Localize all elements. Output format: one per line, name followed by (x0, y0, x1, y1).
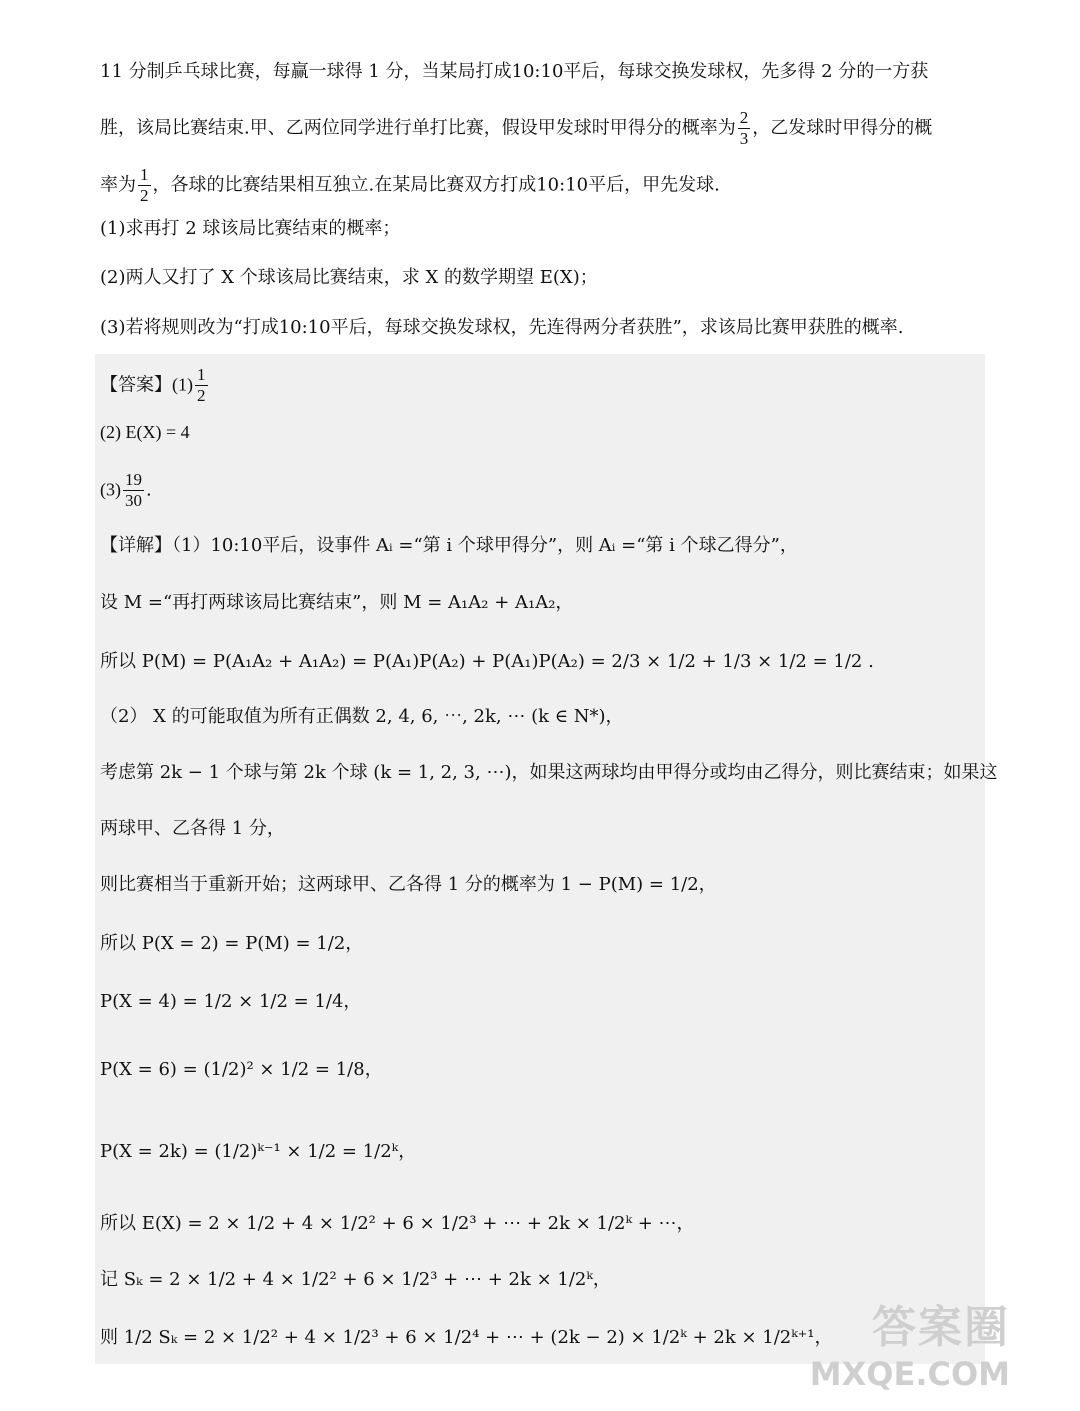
problem-line-1: 11 分制乒乓球比赛，每赢一球得 1 分，当某局打成10:10平后，每球交换发球权，先多得 2 分的一方获 (100, 61, 929, 82)
answer-2: (2) E(X) = 4 (100, 422, 190, 442)
problem-line-2: 胜，该局比赛结束.甲、乙两位同学进行单打比赛，假设甲发球时甲得分的概率为 $\frac{2}{3}$ ，乙发球时甲得分的概 (100, 108, 933, 148)
detail-line-7: 则比赛相当于重新开始；这两球甲、乙各得 1 分的概率为 1 − P(M) = 1/2， (100, 874, 717, 895)
problem-line-3: 率为 $\frac{1}{2}$ ，各球的比赛结果相互独立.在某局比赛双方打成10:10平后，甲先发球. (100, 165, 720, 205)
fraction: $\frac{2}{3}$ (739, 108, 749, 148)
detail-line-8: 所以 P(X = 2) = P(M) = 1/2， (100, 933, 364, 954)
question-3: (3)若将规则改为“打成10:10平后，每球交换发球权，先连得两分者获胜”，求该局比赛甲获胜的概率. (100, 317, 904, 338)
fraction: $\frac{19}{30}$ (125, 470, 142, 510)
answer-1: 【答案】(1) $\frac{1}{2}$ (100, 365, 206, 405)
detail-line-1: 【详解】（1）10:10平后，设事件 Aᵢ =“第 i 个球甲得分”，则 Aᵢ =“第 i 个球乙得分”， (100, 535, 798, 556)
question-2: (2)两人又打了 X 个球该局比赛结束，求 X 的数学期望 E(X)； (100, 267, 598, 288)
detail-line-5: 考虑第 2k − 1 个球与第 2k 个球 (k = 1, 2, 3, ⋯)，如果这两球均由甲得分或均由乙得分，则比赛结束；如果这 (100, 762, 998, 783)
detail-line-4: （2） X 的可能取值为所有正偶数 2, 4, 6, ⋯, 2k, ⋯ (k ∈ N*)， (100, 706, 624, 727)
detail-line-9: P(X = 4) = 1/2 × 1/2 = 1/4， (100, 991, 362, 1012)
fraction: $\frac{1}{2}$ (197, 365, 206, 405)
detail-line-3: 所以 P(M) = P(A₁A₂ + A₁A₂) = P(A₁)P(A₂) + P(A₁)P(A₂) = 2/3 × 1/2 + 1/3 × 1/2 = 1/2 . (100, 651, 874, 672)
fraction: $\frac{1}{2}$ (140, 165, 149, 205)
detail-line-10: P(X = 6) = (1/2)² × 1/2 = 1/8， (100, 1059, 383, 1080)
detail-line-14: 则 1/2 Sₖ = 2 × 1/2² + 4 × 1/2³ + 6 × 1/2⁴ + ⋯ + (2k − 2) × 1/2ᵏ + 2k × 1/2ᵏ⁺¹， (100, 1327, 833, 1348)
detail-line-12: 所以 E(X) = 2 × 1/2 + 4 × 1/2² + 6 × 1/2³ + ⋯ + 2k × 1/2ᵏ + ⋯， (100, 1213, 695, 1234)
answer-3: (3) $\frac{19}{30}$ . (100, 470, 152, 510)
question-1: (1)求再打 2 球该局比赛结束的概率； (100, 218, 401, 239)
detail-line-2: 设 M =“再打两球该局比赛结束”，则 M = A₁A₂ + A₁A₂， (100, 592, 574, 613)
detail-line-6: 两球甲、乙各得 1 分， (100, 818, 285, 839)
detail-line-13: 记 Sₖ = 2 × 1/2 + 4 × 1/2² + 6 × 1/2³ + ⋯ + 2k × 1/2ᵏ， (100, 1269, 611, 1290)
watermark: 答案圈 MXQE.COM (809, 1302, 1010, 1393)
detail-line-11: P(X = 2k) = (1/2)ᵏ⁻¹ × 1/2 = 1/2ᵏ， (100, 1141, 417, 1162)
